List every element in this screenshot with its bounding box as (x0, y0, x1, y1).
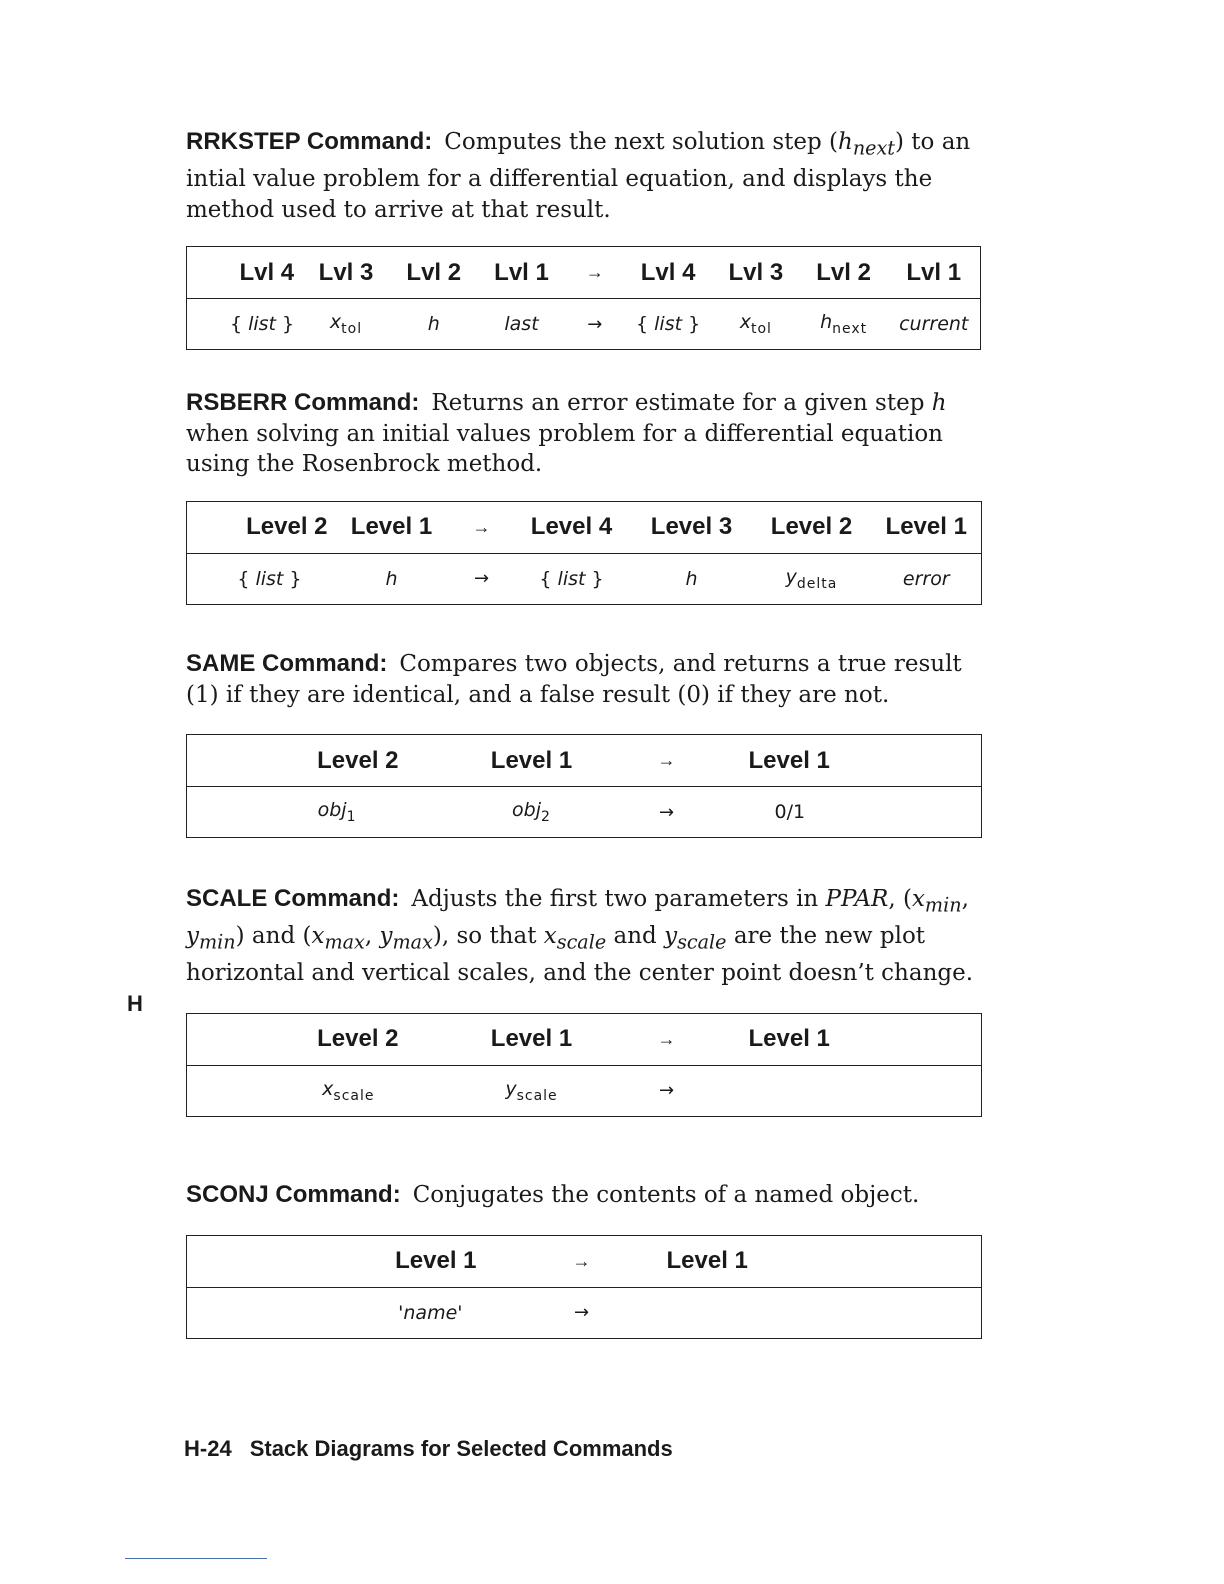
value-cell: h (390, 299, 478, 350)
header-cell: Lvl 1 (887, 247, 980, 299)
arrow-cell: → (617, 1065, 717, 1116)
header-cell: Lvl 2 (800, 247, 888, 299)
header-row (187, 247, 981, 299)
header-cell: Level 1 (187, 1235, 527, 1287)
appendix-marker: H (127, 991, 143, 1016)
math-sub: scale (677, 930, 727, 954)
header-cell: Level 1 (872, 501, 982, 553)
arrow-cell: → (565, 247, 624, 299)
value-cell: h (632, 553, 752, 604)
stack-diagram (186, 1235, 982, 1339)
header-cell: Level 2 (187, 501, 332, 553)
command-name: RRKSTEP Command: (186, 128, 433, 155)
section-rrkstep (186, 127, 981, 350)
header-cell: Lvl 3 (302, 247, 390, 299)
header-cell: Level 2 (187, 1013, 447, 1065)
rrkstep-paragraph (186, 127, 981, 225)
value-cell: h (332, 553, 452, 604)
command-name: RSBERR Command: (186, 389, 420, 416)
value-cell: $x_{tol}$ (712, 299, 800, 350)
header-cell: Level 1 (332, 501, 452, 553)
header-cell: Lvl 4 (624, 247, 712, 299)
value-cell: $y_{scale}$ (447, 1065, 617, 1116)
desc-text: and (244, 923, 303, 950)
math-sub: max (392, 930, 433, 954)
math-var: h (838, 129, 853, 155)
section-rsberr (186, 388, 981, 605)
arrow-cell: → (452, 501, 512, 553)
value-cell (717, 1065, 982, 1116)
header-cell: Level 3 (632, 501, 752, 553)
header-cell: Level 2 (752, 501, 872, 553)
desc-text: Computes the next solution step ( (444, 129, 838, 155)
arrow-cell: → (527, 1235, 637, 1287)
math-sub: min (199, 930, 236, 954)
stack-diagram (186, 1013, 982, 1117)
header-row (187, 735, 982, 787)
arrow-cell: → (565, 299, 624, 350)
math-sub: scale (556, 930, 607, 954)
page-number: H-24 (184, 1436, 232, 1461)
header-cell: Level 1 (717, 735, 982, 787)
desc-text: and (606, 923, 665, 950)
value-row (187, 553, 982, 604)
header-cell: Lvl 2 (390, 247, 478, 299)
value-cell: error (872, 553, 982, 604)
section-same (186, 649, 981, 838)
value-cell: $y_{delta}$ (752, 553, 872, 604)
command-name: SCONJ Command: (186, 1181, 401, 1208)
stack-diagram (186, 246, 981, 350)
math-sub: next (852, 136, 896, 160)
value-cell: { list } (512, 553, 632, 604)
arrow-cell: → (617, 787, 717, 838)
value-cell: 0/1 (717, 787, 982, 838)
header-row (187, 1235, 982, 1287)
desc-text: are the new plot horizontal and vertical scales, and the center point doesn’t change. (186, 923, 974, 987)
math-var: x (911, 886, 925, 912)
header-cell: Level 1 (447, 735, 617, 787)
stack-diagram (186, 501, 982, 605)
value-cell: { list } (187, 553, 332, 604)
value-cell: $x_{scale}$ (187, 1065, 447, 1116)
section-sconj (186, 1180, 981, 1339)
value-row (187, 299, 981, 350)
math-sub: min (924, 893, 962, 917)
header-row (187, 1013, 982, 1065)
math-var: x (543, 923, 557, 950)
command-name: SCALE Command: (186, 885, 400, 912)
header-cell: Level 1 (637, 1235, 982, 1287)
value-cell: obj$_2$ (447, 787, 617, 838)
value-cell: { list } (624, 299, 712, 350)
rsberr-paragraph (186, 388, 981, 480)
header-cell: Lvl 1 (478, 247, 566, 299)
arrow-cell: → (617, 1013, 717, 1065)
value-row (187, 1287, 982, 1338)
header-cell: Lvl 4 (187, 247, 303, 299)
desc-text: ) to an intial value problem for a differential equation, and displays the method used to arrive at that result. (186, 129, 971, 223)
command-name: SAME Command: (186, 650, 388, 677)
math-var: y (186, 923, 199, 950)
math-var: y (379, 923, 393, 950)
desc-text: when solving an initial values problem for a differential equation using the Rosenbrock method. (186, 420, 943, 477)
value-cell: 'name' (187, 1287, 527, 1338)
section-scale (186, 884, 981, 1117)
math-var: x (311, 923, 325, 950)
value-cell: last (478, 299, 566, 350)
footer-title: Stack Diagrams for Selected Commands (249, 1436, 673, 1461)
desc-text: Returns an error estimate for a given step (431, 390, 932, 416)
value-cell: obj$_1$ (187, 787, 447, 838)
math-sub: max (324, 930, 365, 954)
value-row (187, 1065, 982, 1116)
header-cell: Level 4 (512, 501, 632, 553)
header-cell: Lvl 3 (712, 247, 800, 299)
arrow-cell: → (527, 1287, 637, 1338)
stack-diagram (186, 734, 982, 838)
arrow-cell: → (452, 553, 512, 604)
desc-text: , (888, 886, 903, 912)
desc-text: , so that (441, 923, 544, 950)
value-cell: $x_{tol}$ (302, 299, 390, 350)
arrow-cell: → (617, 735, 717, 787)
math-var: h (931, 390, 947, 416)
page-footer (184, 1436, 673, 1462)
header-cell: Level 2 (187, 735, 447, 787)
scale-paragraph: SCALE Command: Adjusts the first two parameters in PPAR, ($x_{min}$, $y_{min}$) and ($x_{max}$, $y_{max}$), so that $x_{scale}$ and $y_{scale}$ are the new plot horizontal and vertical scales, and the center point doesn’t change. (186, 885, 974, 987)
value-cell: { list } (187, 299, 303, 350)
sconj-paragraph (186, 1180, 981, 1211)
math-var: PPAR (825, 886, 889, 912)
bottom-rule (125, 1558, 267, 1559)
header-cell: Level 1 (717, 1013, 982, 1065)
desc-text: Conjugates the contents of a named object. (412, 1182, 920, 1208)
header-cell: Level 1 (447, 1013, 617, 1065)
header-row (187, 501, 982, 553)
value-cell (637, 1287, 982, 1338)
desc-text: Compares two objects, and returns a true result (1) if they are identical, and a false result (0) if they are not. (186, 651, 962, 708)
value-cell: $h_{next}$ (800, 299, 888, 350)
math-var: y (664, 923, 678, 950)
value-cell: current (887, 299, 980, 350)
same-paragraph (186, 649, 981, 710)
value-row (187, 787, 982, 838)
desc-text: Adjusts the first two parameters in (411, 886, 826, 912)
